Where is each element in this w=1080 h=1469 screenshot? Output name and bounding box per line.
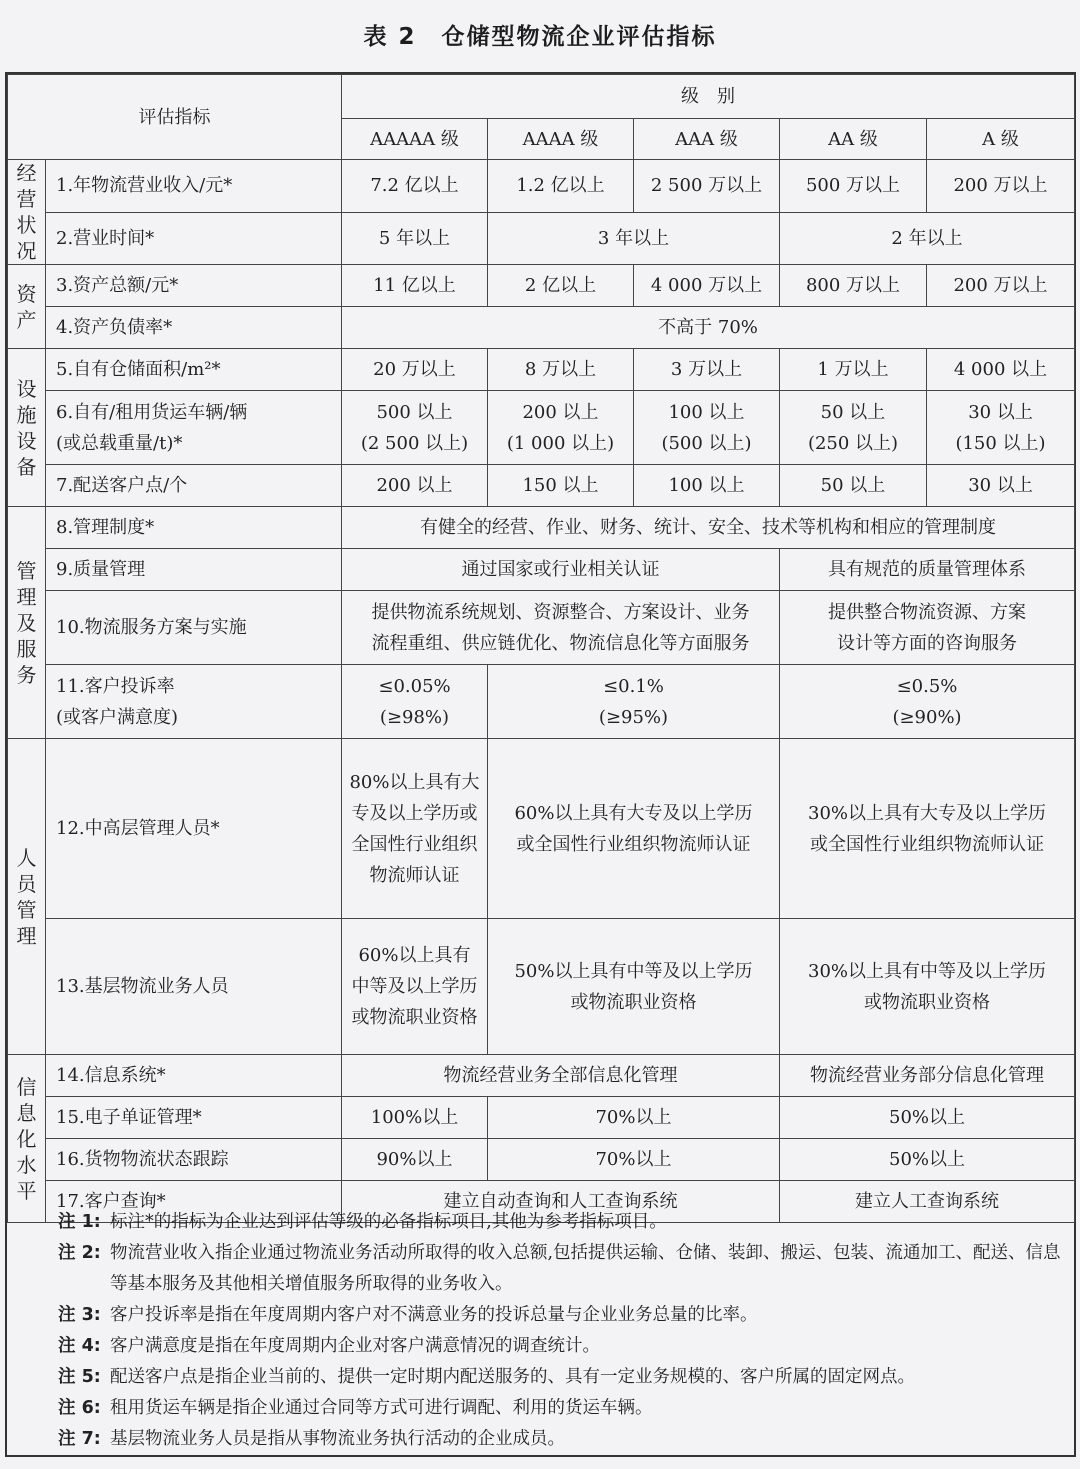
category-informatization: 信 息 化 水 平 <box>8 1055 46 1223</box>
cell-line: ≤0.1% <box>603 675 664 697</box>
cell <box>780 391 927 465</box>
cell-line: ≤0.05% <box>378 675 451 697</box>
note-text: 客户满意度是指在年度周期内企业对客户满意情况的调查统计。 <box>110 1336 600 1356</box>
cell: 2 年以上 <box>780 212 1075 265</box>
cell: 70%以上 <box>488 1097 780 1139</box>
table-row <box>8 665 1075 739</box>
category-operation: 经 营 状 况 <box>8 160 46 265</box>
cell: 800 万以上 <box>780 265 927 307</box>
table-row <box>8 507 1075 549</box>
cell: 200 以上 <box>342 465 488 507</box>
indicator-label: 1.年物流营业收入/元* <box>46 160 342 213</box>
cell: 100 以上 <box>634 465 780 507</box>
indicator-label: 9.质量管理 <box>46 549 342 591</box>
cell-line: ≤0.5% <box>896 675 958 697</box>
note-item <box>58 1362 1068 1393</box>
indicator-label-line: (或客户满意度) <box>56 706 179 728</box>
note-text: 基层物流业务人员是指从事物流业务执行活动的企业成员。 <box>110 1429 565 1449</box>
note-item <box>58 1393 1068 1424</box>
cell-line: 或全国性行业组织物流师认证 <box>516 833 751 855</box>
cell: 20 万以上 <box>342 349 488 391</box>
table-row <box>8 919 1075 1055</box>
cell-line: 全国性行业组织 <box>351 833 478 855</box>
grade-aaa: AAA 级 <box>634 119 780 160</box>
cell: 具有规范的质量管理体系 <box>780 549 1075 591</box>
category-management-service: 管 理 及 服 务 <box>8 507 46 739</box>
grade-aaaaa: AAAAA 级 <box>342 119 488 160</box>
note-label: 注 5: <box>58 1367 101 1387</box>
table-row <box>8 1097 1075 1139</box>
cell-line: 设计等方面的咨询服务 <box>837 632 1017 654</box>
grade-aa: AA 级 <box>780 119 927 160</box>
cell-line: 200 以上 <box>522 401 599 423</box>
cell-line: (250 以上) <box>807 432 899 454</box>
indicator-label: 16.货物物流状态跟踪 <box>46 1139 342 1181</box>
cell-line: 物流师认证 <box>369 864 460 886</box>
cell-line: 提供整合物流资源、方案 <box>828 601 1026 623</box>
indicator-label: 15.电子单证管理* <box>46 1097 342 1139</box>
cell-line: 或全国性行业组织物流师认证 <box>810 833 1044 855</box>
cell-line: (≥95%) <box>598 706 669 728</box>
grade-a: A 级 <box>927 119 1075 160</box>
cell: 2 500 万以上 <box>634 160 780 213</box>
header-row <box>8 75 1075 119</box>
cell: 150 以上 <box>488 465 634 507</box>
table-row <box>8 265 1075 307</box>
cell <box>342 919 488 1055</box>
cell: 1.2 亿以上 <box>488 160 634 213</box>
cell: 4 000 万以上 <box>634 265 780 307</box>
cell-line: 或物流职业资格 <box>570 991 697 1013</box>
cell-line: 流程重组、供应链优化、物流信息化等方面服务 <box>371 632 750 654</box>
cell-line: 中等及以上学历 <box>351 976 478 997</box>
grade-aaaa: AAAA 级 <box>488 119 634 160</box>
cell: 1 万以上 <box>780 349 927 391</box>
indicator-label: 10.物流服务方案与实施 <box>46 591 342 665</box>
cell: 200 万以上 <box>927 265 1075 307</box>
cell: 物流经营业务部分信息化管理 <box>780 1055 1075 1097</box>
category-facilities: 设 施 设 备 <box>8 349 46 507</box>
indicator-label: 4.资产负债率* <box>46 307 342 349</box>
cell-line: 30%以上具有大专及以上学历 <box>808 802 1047 824</box>
note-text: 租用货运车辆是指企业通过合同等方式可进行调配、利用的货运车辆。 <box>110 1398 653 1418</box>
indicator-label: 12.中高层管理人员* <box>46 739 342 919</box>
cell-line: 60%以上具有大专及以上学历 <box>514 802 753 824</box>
indicator-label: 17.客户查询* <box>46 1181 342 1223</box>
cell <box>927 391 1075 465</box>
cell: 3 年以上 <box>488 212 780 265</box>
cell: 50 以上 <box>780 465 927 507</box>
cell-line: 50 以上 <box>820 401 886 423</box>
cell-line: 30 以上 <box>968 401 1033 423</box>
cell: 3 万以上 <box>634 349 780 391</box>
cell <box>634 391 780 465</box>
cell: 50%以上 <box>780 1097 1075 1139</box>
table-row <box>8 307 1075 349</box>
cell: 8 万以上 <box>488 349 634 391</box>
indicator-label: 2.营业时间* <box>46 212 342 265</box>
indicator-label: 8.管理制度* <box>46 507 342 549</box>
table-row <box>8 391 1075 465</box>
cell: 500 万以上 <box>780 160 927 213</box>
evaluation-table <box>7 74 1075 1223</box>
cell-line: 80%以上具有大 <box>349 771 480 793</box>
note-label: 注 4: <box>58 1336 101 1356</box>
cell <box>488 919 780 1055</box>
table-row <box>8 212 1075 265</box>
cell-line: 500 以上 <box>376 401 453 423</box>
cell-line: 60%以上具有 <box>358 945 471 966</box>
cell-line: 50%以上具有中等及以上学历 <box>514 960 753 982</box>
table-title: 表 2 仓储型物流企业评估指标 <box>363 24 717 50</box>
cell <box>780 919 1075 1055</box>
table-row <box>8 1139 1075 1181</box>
cell-line: (2 500 以上) <box>360 432 469 454</box>
cell-line: (≥98%) <box>379 706 450 728</box>
cell-line: 或物流职业资格 <box>864 991 990 1013</box>
indicator-label-line: (或总载重量/t)* <box>56 432 183 454</box>
table-row <box>8 739 1075 919</box>
category-personnel: 人 员 管 理 <box>8 739 46 1055</box>
table-row <box>8 591 1075 665</box>
cell: 100%以上 <box>342 1097 488 1139</box>
cell: 有健全的经营、作业、财务、统计、安全、技术等机构和相应的管理制度 <box>342 507 1075 549</box>
note-item <box>58 1300 1068 1331</box>
cell-line: 提供物流系统规划、资源整合、方案设计、业务 <box>371 601 750 623</box>
table-row <box>8 549 1075 591</box>
cell <box>488 391 634 465</box>
cell <box>488 739 780 919</box>
cell-line: (500 以上) <box>661 432 752 454</box>
note-label: 注 7: <box>58 1429 101 1449</box>
table-row <box>8 1055 1075 1097</box>
cell-line: (≥90%) <box>892 706 962 728</box>
category-assets: 资 产 <box>8 265 46 349</box>
indicator-label <box>46 665 342 739</box>
indicator-label-line: 11.客户投诉率 <box>56 675 175 697</box>
cell-line: 100 以上 <box>668 401 745 423</box>
cell-line: 专及以上学历或 <box>351 802 478 824</box>
note-text: 客户投诉率是指在年度周期内客户对不满意业务的投诉总量与企业业务总量的比率。 <box>110 1305 758 1325</box>
note-item <box>58 1207 1068 1238</box>
note-item <box>58 1331 1068 1362</box>
cell: 建立人工查询系统 <box>780 1181 1075 1223</box>
cell <box>780 739 1075 919</box>
cell <box>780 665 1075 739</box>
indicator-label-line: 6.自有/租用货运车辆/辆 <box>56 401 248 423</box>
cell: 2 亿以上 <box>488 265 634 307</box>
cell: 30 以上 <box>927 465 1075 507</box>
note-item <box>58 1238 1068 1300</box>
cell: 5 年以上 <box>342 212 488 265</box>
indicator-label: 3.资产总额/元* <box>46 265 342 307</box>
notes-section <box>58 1207 1068 1455</box>
cell: 不高于 70% <box>342 307 1075 349</box>
cell: 4 000 以上 <box>927 349 1075 391</box>
indicator-label: 5.自有仓储面积/m²* <box>46 349 342 391</box>
header-level: 级 别 <box>342 75 1075 119</box>
cell-line: (1 000 以上) <box>506 432 615 454</box>
table-row <box>8 160 1075 213</box>
note-item <box>58 1424 1068 1455</box>
cell <box>342 591 780 665</box>
cell: 通过国家或行业相关认证 <box>342 549 780 591</box>
cell <box>488 665 780 739</box>
cell: 70%以上 <box>488 1139 780 1181</box>
cell: 200 万以上 <box>927 160 1075 213</box>
indicator-label <box>46 391 342 465</box>
note-label: 注 2: <box>58 1243 101 1263</box>
cell: 50%以上 <box>780 1139 1075 1181</box>
indicator-label: 13.基层物流业务人员 <box>46 919 342 1055</box>
cell <box>780 591 1075 665</box>
indicator-label: 7.配送客户点/个 <box>46 465 342 507</box>
cell <box>342 391 488 465</box>
note-label: 注 3: <box>58 1305 101 1325</box>
cell-line: 30%以上具有中等及以上学历 <box>808 960 1047 982</box>
table-row <box>8 465 1075 507</box>
cell <box>342 665 488 739</box>
cell-line: (150 以上) <box>955 432 1046 454</box>
cell: 90%以上 <box>342 1139 488 1181</box>
note-text: 物流营业收入指企业通过物流业务活动所取得的收入总额,包括提供运输、仓储、装卸、搬运、包装、流通加工、配送、信息等基本服务及其他相关增值服务所取得的业务收入。 <box>110 1243 1061 1294</box>
indicator-label: 14.信息系统* <box>46 1055 342 1097</box>
note-label: 注 6: <box>58 1398 101 1418</box>
cell-line: 或物流职业资格 <box>351 1007 478 1028</box>
header-indicator: 评估指标 <box>8 75 342 160</box>
cell: 11 亿以上 <box>342 265 488 307</box>
note-label: 注 1: <box>58 1212 101 1232</box>
table-row <box>8 349 1075 391</box>
note-text: 标注*的指标为企业达到评估等级的必备指标项目,其他为参考指标项目。 <box>110 1212 667 1232</box>
note-text: 配送客户点是指企业当前的、提供一定时期内配送服务的、具有一定业务规模的、客户所属的固定网点。 <box>110 1367 915 1387</box>
cell <box>342 739 488 919</box>
cell: 建立自动查询和人工查询系统 <box>342 1181 780 1223</box>
cell: 物流经营业务全部信息化管理 <box>342 1055 780 1097</box>
cell: 7.2 亿以上 <box>342 160 488 213</box>
